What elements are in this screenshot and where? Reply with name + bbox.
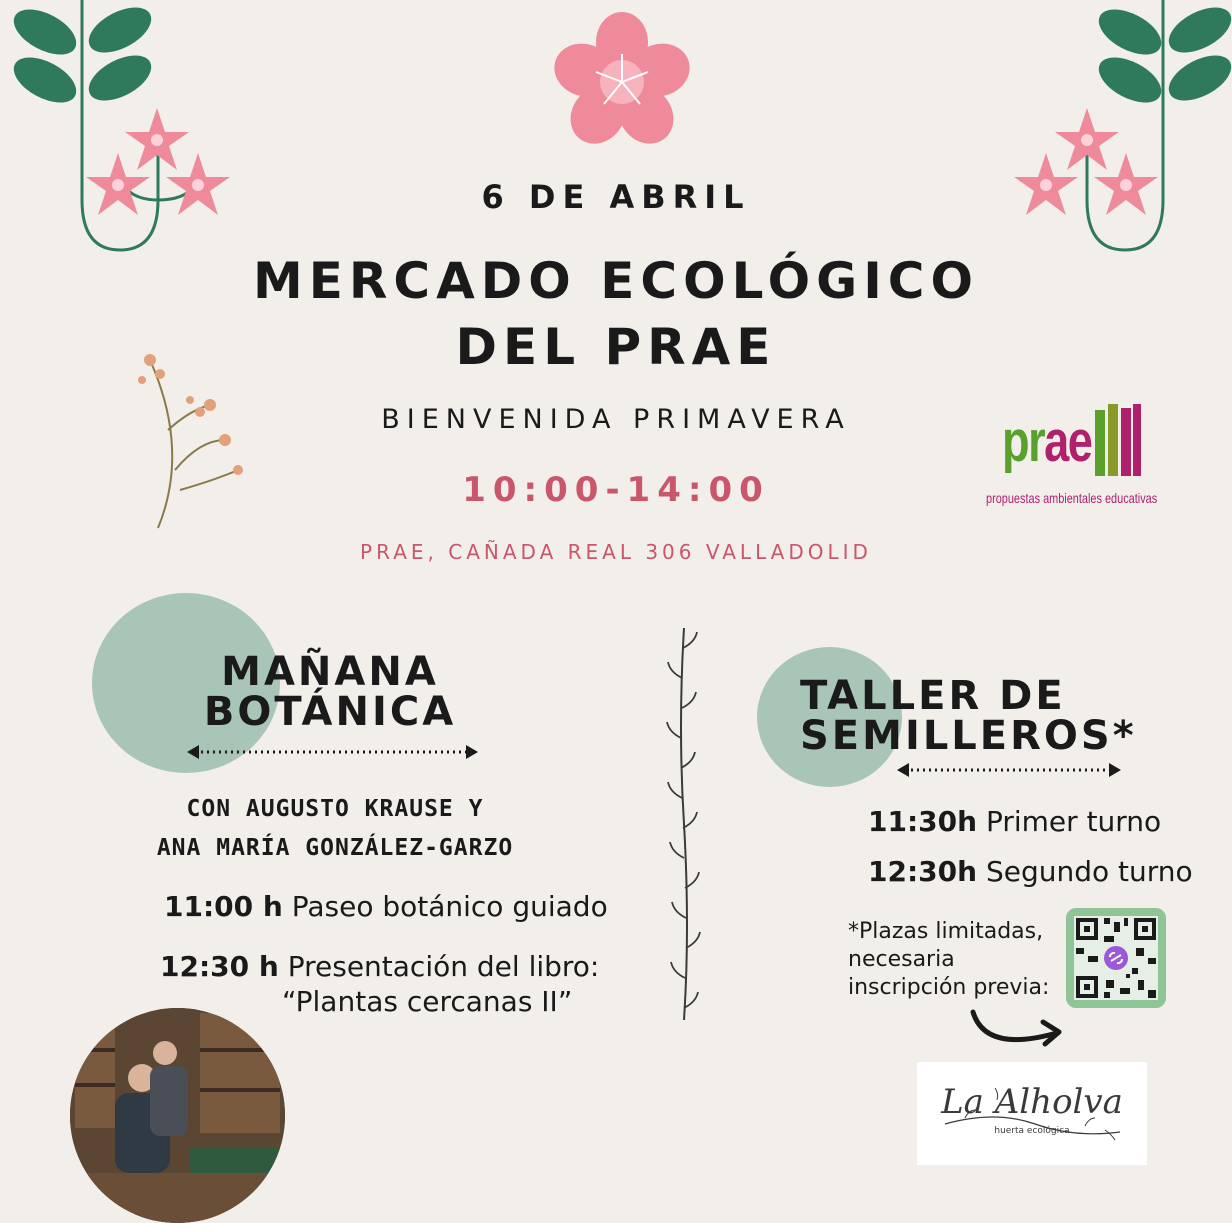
schedule-time: 11:00 h xyxy=(164,890,283,923)
partner-name: La Alholva xyxy=(941,1082,1123,1122)
speakers-line1: CON AUGUSTO KRAUSE Y xyxy=(186,796,484,822)
prae-bars-icon xyxy=(1095,404,1141,476)
link-icon xyxy=(1104,946,1128,970)
double-arrow-icon xyxy=(895,760,1123,780)
schedule-item xyxy=(164,890,608,923)
note-line2: necesaria xyxy=(848,947,955,972)
left-section-title xyxy=(160,649,500,735)
event-title-line1: MERCADO ECOLÓGICO xyxy=(253,252,979,310)
double-arrow-icon xyxy=(185,742,480,762)
event-title xyxy=(0,248,1232,380)
event-subtitle: BIENVENIDA PRIMAVERA xyxy=(381,404,851,435)
slot-time: 11:30h xyxy=(868,805,978,838)
schedule-item xyxy=(160,950,599,983)
logo-word-pr: pr xyxy=(1002,409,1045,474)
leaf-branch-icon xyxy=(1000,0,1232,270)
slot-text: Primer turno xyxy=(985,805,1162,838)
schedule-time: 12:30 h xyxy=(160,950,279,983)
logo-word-ae: ae xyxy=(1044,409,1092,474)
slot-text: Segundo turno xyxy=(985,855,1193,888)
event-title-line2: DEL PRAE xyxy=(455,318,777,376)
right-title-line1: TALLER DE xyxy=(800,673,1066,719)
note-line3: inscripción previa: xyxy=(848,975,1050,1000)
curved-arrow-icon xyxy=(965,1008,1065,1056)
right-section-title xyxy=(800,673,1200,759)
left-title-line2: BOTÁNICA xyxy=(203,689,457,735)
partner-tagline: huerta ecológica xyxy=(994,1126,1070,1136)
prae-logo xyxy=(1002,408,1091,475)
slot-time: 12:30h xyxy=(868,855,978,888)
schedule-text: Paseo botánico guiado xyxy=(291,890,608,923)
prae-tagline: propuestas ambientales educativas xyxy=(986,490,1158,506)
schedule-text: Presentación del libro: xyxy=(287,950,600,983)
registration-note xyxy=(848,918,1049,1002)
qr-code-icon xyxy=(1066,908,1166,1008)
speakers xyxy=(140,790,530,868)
event-time: 10:00-14:00 xyxy=(462,470,770,510)
qr-code[interactable] xyxy=(1066,908,1166,1008)
speakers-photo xyxy=(70,1008,285,1223)
workshop-slot xyxy=(868,805,1161,838)
book-title: “Plantas cercanas II” xyxy=(282,985,573,1018)
left-title-line1: MAÑANA xyxy=(221,649,439,695)
pink-flower-icon xyxy=(552,12,692,152)
leaf-branch-icon xyxy=(0,0,260,270)
workshop-slot xyxy=(868,855,1193,888)
note-line1: *Plazas limitadas, xyxy=(848,919,1044,944)
event-date: 6 DE ABRIL xyxy=(481,178,751,216)
right-title-line2: SEMILLEROS* xyxy=(800,713,1137,759)
vine-divider-icon xyxy=(660,628,710,1020)
speakers-line2: ANA MARÍA GONZÁLEZ-GARZO xyxy=(156,835,514,861)
event-address: PRAE, CAÑADA REAL 306 VALLADOLID xyxy=(360,540,872,564)
